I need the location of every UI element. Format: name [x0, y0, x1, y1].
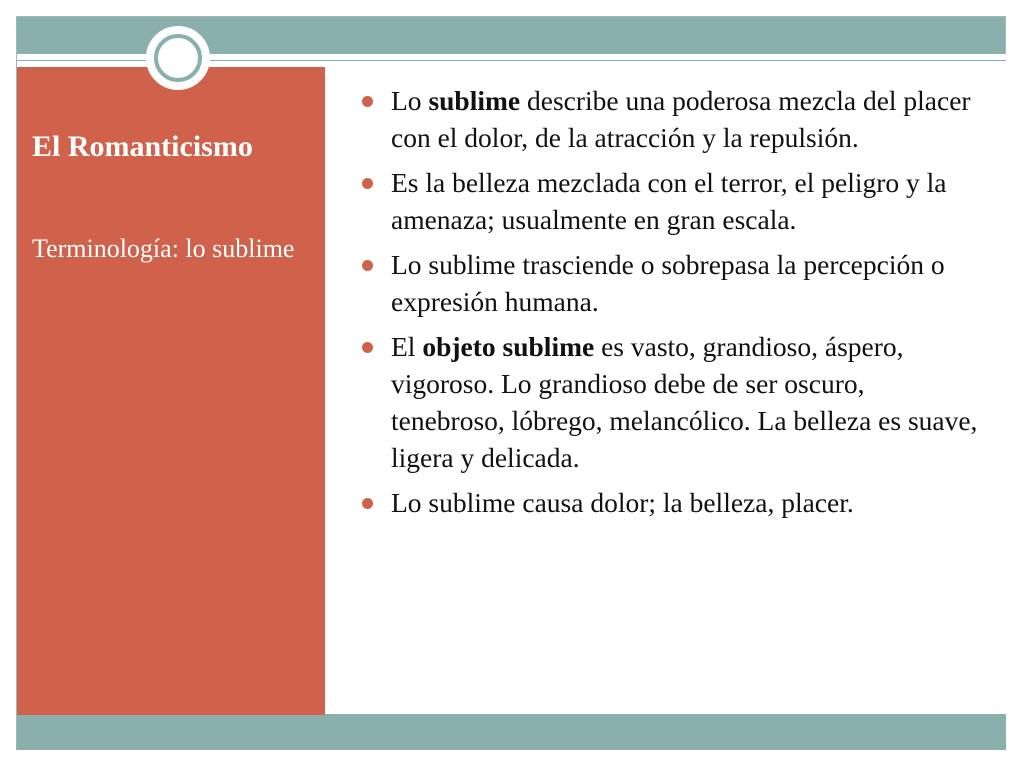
- bullet-item: [360, 82, 980, 156]
- bullet-emphasis: objeto sublime: [422, 331, 595, 362]
- bullet-text: Lo sublime trasciende o sobrepasa la percepción o expresión humana.: [391, 249, 945, 317]
- bullet-emphasis: sublime: [428, 85, 521, 116]
- bullet-text: Lo: [391, 85, 429, 116]
- bullet-list: [360, 82, 980, 529]
- circle-ring-icon: [146, 26, 210, 90]
- bullet-dot-icon: [362, 342, 373, 353]
- bullet-item: [360, 484, 980, 521]
- bullet-item: [360, 328, 980, 476]
- slide-title: El Romanticismo: [32, 130, 253, 163]
- bullet-text: describe una poderosa mezcla del placer con el dolor, de la atracción y la repulsión.: [391, 85, 971, 153]
- footer-bar: [17, 715, 1006, 750]
- slide-subtitle: Terminología: lo sublime: [32, 234, 295, 263]
- bullet-item: [360, 246, 980, 320]
- bullet-text: Lo sublime causa dolor; la belleza, placer.: [391, 487, 854, 518]
- bullet-dot-icon: [362, 178, 373, 189]
- bullet-item: [360, 164, 980, 238]
- bullet-text: es vasto, grandioso, áspero, vigoroso. Lo grandioso debe de ser oscuro, tenebroso, lóbrego, melancólico. La belleza es suave, ligera y delicada.: [391, 331, 978, 473]
- bullet-dot-icon: [362, 498, 373, 509]
- bullet-dot-icon: [362, 96, 373, 107]
- bullet-text: Es la belleza mezclada con el terror, el peligro y la amenaza; usualmente en gran escala.: [391, 167, 947, 235]
- bullet-dot-icon: [362, 260, 373, 271]
- bullet-text: El: [391, 331, 423, 362]
